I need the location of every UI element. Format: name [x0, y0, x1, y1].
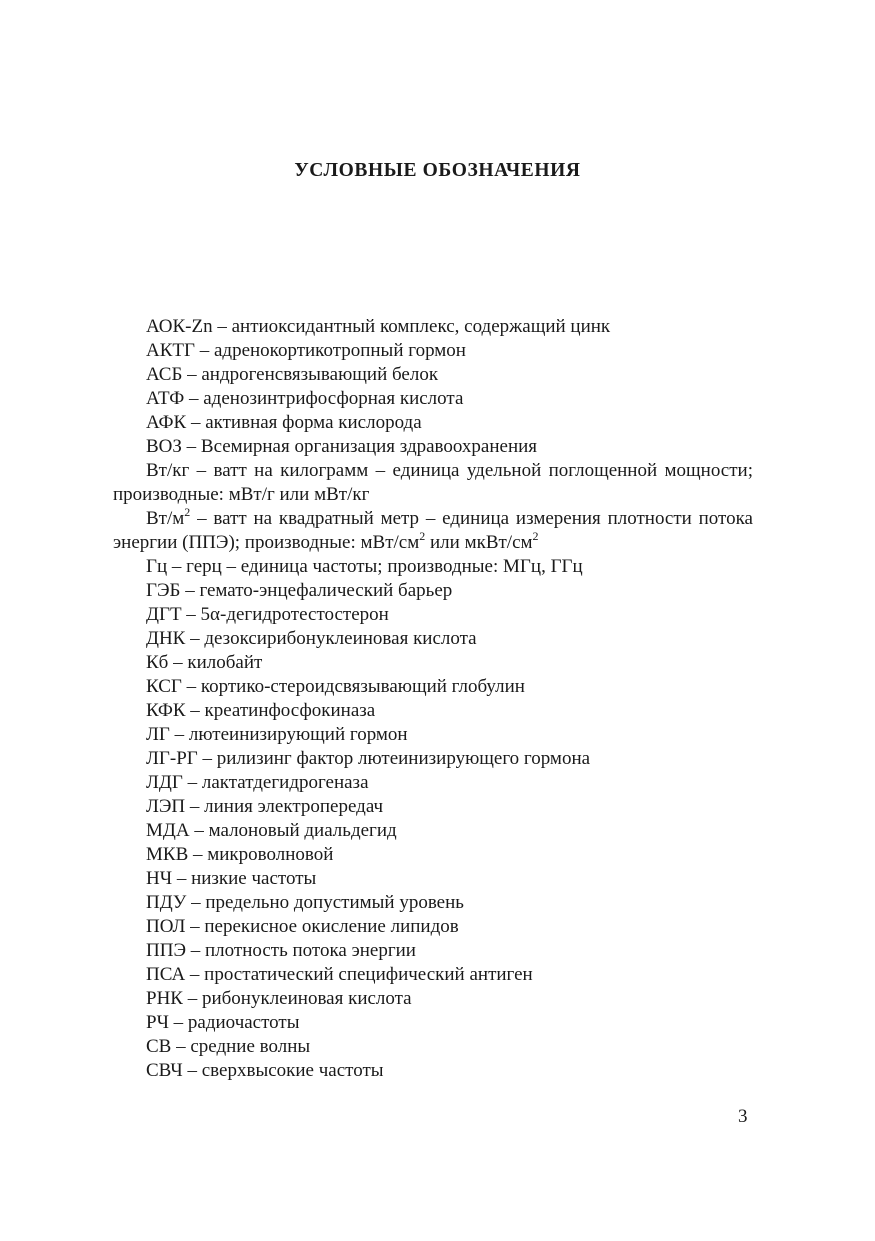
list-item: ВОЗ – Всемирная организация здравоохранения	[146, 436, 538, 457]
list-item: СВ – средние волны	[146, 1036, 311, 1057]
list-item: КСГ – кортико-стероидсвязывающий глобулин	[146, 676, 525, 697]
superscript: 2	[532, 528, 539, 543]
list-item-with-superscripts	[113, 504, 753, 555]
list-item: МКВ – микроволновой	[146, 844, 334, 865]
list-item: СВЧ – сверхвысокие частоты	[146, 1060, 384, 1081]
page-number: 3	[738, 1106, 748, 1127]
list-item: ПСА – простатический специфический антиген	[146, 964, 533, 985]
entry-text: Вт/м	[146, 508, 185, 529]
list-item: МДА – малоновый диальдегид	[146, 820, 397, 841]
list-item: ДГТ – 5α-дегидротестостерон	[146, 604, 389, 625]
list-item: ЛГ – лютеинизирующий гормон	[146, 724, 408, 745]
list-item: Вт/кг – ватт на килограмм – единица удельной поглощенной мощности; производные: мВт/г или мВт/кг	[113, 460, 753, 505]
list-item: РЧ – радиочастоты	[146, 1012, 300, 1033]
list-item: ЛДГ – лактатдегидрогеназа	[146, 772, 369, 793]
list-item: АКТГ – адренокортикотропный гормон	[146, 340, 466, 361]
entry-text: – ватт на квадратный метр – единица измерения плотности потока энергии (ППЭ); производные: мВт/см	[113, 508, 753, 553]
list-item: ГЭБ – гемато-энцефалический барьер	[146, 580, 453, 601]
abbreviations-list	[113, 315, 753, 1083]
list-item: Кб – килобайт	[146, 652, 263, 673]
page-title: УСЛОВНЫЕ ОБОЗНАЧЕНИЯ	[294, 160, 581, 181]
list-item: ПОЛ – перекисное окисление липидов	[146, 916, 459, 937]
list-item: ППЭ – плотность потока энергии	[146, 940, 416, 961]
list-item: АОК-Zn – антиоксидантный комплекс, содержащий цинк	[146, 316, 611, 337]
superscript: 2	[184, 504, 191, 519]
list-item: АФК – активная форма кислорода	[146, 412, 422, 433]
entry-text: или мкВт/см	[425, 532, 533, 553]
list-item: КФК – креатинфосфокиназа	[146, 700, 376, 721]
list-item: РНК – рибонуклеиновая кислота	[146, 988, 412, 1009]
list-item: ЛЭП – линия электропередач	[146, 796, 384, 817]
list-item: ПДУ – предельно допустимый уровень	[146, 892, 464, 913]
list-item: ЛГ-РГ – рилизинг фактор лютеинизирующего гормона	[146, 748, 591, 769]
superscript: 2	[419, 528, 426, 543]
list-item: НЧ – низкие частоты	[146, 868, 317, 889]
list-item: Гц – герц – единица частоты; производные: МГц, ГГц	[146, 556, 583, 577]
list-item: АСБ – андрогенсвязывающий белок	[146, 364, 439, 385]
list-item: ДНК – дезоксирибонуклеиновая кислота	[146, 628, 477, 649]
list-item: АТФ – аденозинтрифосфорная кислота	[146, 388, 464, 409]
